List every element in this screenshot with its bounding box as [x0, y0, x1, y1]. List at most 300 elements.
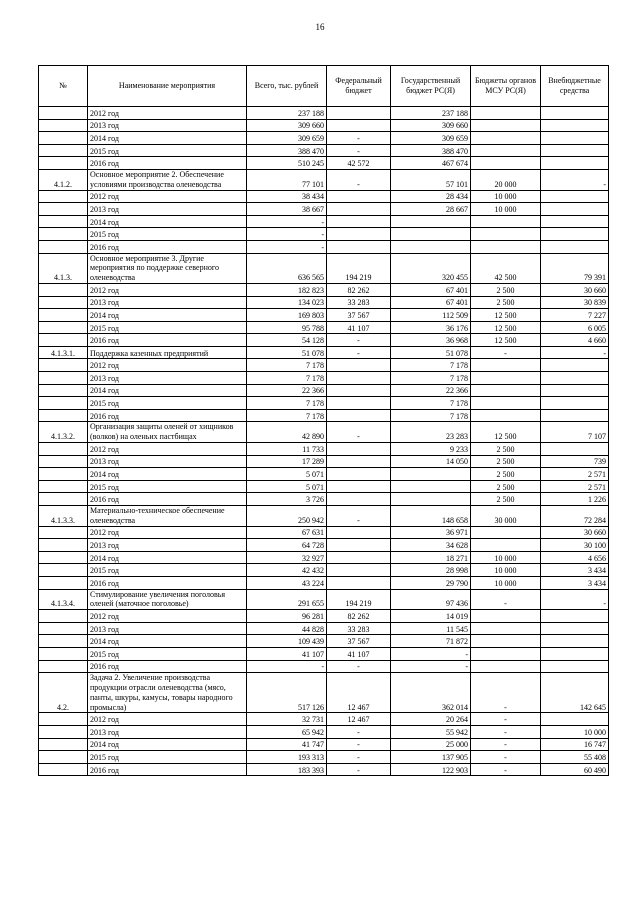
row-number: [39, 610, 88, 623]
row-msu: [471, 647, 541, 660]
row-total: 42 890: [247, 422, 327, 443]
row-extra: 60 490: [541, 763, 609, 776]
row-total: 7 178: [247, 359, 327, 372]
table-row: [39, 763, 609, 776]
table-row: [39, 203, 609, 216]
table-row: [39, 346, 609, 359]
row-number: 4.1.3.3.: [39, 506, 88, 527]
row-name: 2012 год: [88, 190, 247, 203]
table-row: [39, 309, 609, 322]
row-extra: 10 000: [541, 725, 609, 738]
row-number: [39, 296, 88, 309]
row-name: Задача 2. Увеличение производства продукции отрасли оленеводства (мясо, панты, шкуры, камусы, товары народного промысла): [88, 673, 247, 713]
row-number: [39, 157, 88, 170]
row-extra: [541, 144, 609, 157]
row-state: 57 101: [391, 169, 471, 190]
row-number: [39, 409, 88, 422]
table-row: [39, 215, 609, 228]
row-name: 2012 год: [88, 443, 247, 456]
row-number: [39, 107, 88, 120]
row-total: 7 178: [247, 397, 327, 410]
row-msu: [471, 397, 541, 410]
row-state: 148 658: [391, 506, 471, 527]
row-number: [39, 751, 88, 764]
row-msu: [471, 539, 541, 552]
table-row: [39, 713, 609, 726]
row-state: 7 178: [391, 397, 471, 410]
row-number: [39, 309, 88, 322]
row-extra: 4 656: [541, 551, 609, 564]
table-row: [39, 526, 609, 539]
row-msu: -: [471, 763, 541, 776]
row-total: 67 631: [247, 526, 327, 539]
row-name: 2016 год: [88, 493, 247, 506]
row-federal: [327, 576, 391, 589]
row-number: 4.1.3.4.: [39, 589, 88, 610]
header-extra: Внебюджетные средства: [541, 66, 609, 107]
row-state: 11 545: [391, 622, 471, 635]
row-msu: 2 500: [471, 493, 541, 506]
row-number: [39, 480, 88, 493]
row-extra: -: [541, 169, 609, 190]
table-row: [39, 493, 609, 506]
header-federal: Федеральный бюджет: [327, 66, 391, 107]
row-number: [39, 334, 88, 347]
row-name: 2013 год: [88, 455, 247, 468]
row-extra: [541, 203, 609, 216]
row-name: 2015 год: [88, 228, 247, 241]
row-msu: [471, 228, 541, 241]
row-name: 2015 год: [88, 647, 247, 660]
row-msu: [471, 144, 541, 157]
row-federal: -: [327, 751, 391, 764]
row-state: 320 455: [391, 253, 471, 283]
row-number: [39, 660, 88, 673]
row-number: [39, 738, 88, 751]
row-extra: [541, 132, 609, 145]
row-federal: [327, 493, 391, 506]
row-federal: [327, 203, 391, 216]
row-msu: 2 500: [471, 296, 541, 309]
row-federal: -: [327, 169, 391, 190]
row-state: 29 790: [391, 576, 471, 589]
row-total: 17 289: [247, 455, 327, 468]
row-name: Основное мероприятие 2. Обеспечение условиями производства оленеводства: [88, 169, 247, 190]
row-state: 18 271: [391, 551, 471, 564]
row-name: 2014 год: [88, 738, 247, 751]
row-state: 71 872: [391, 635, 471, 648]
table-row: [39, 283, 609, 296]
row-total: 134 023: [247, 296, 327, 309]
row-msu: [471, 660, 541, 673]
row-state: 67 401: [391, 296, 471, 309]
row-federal: [327, 372, 391, 385]
row-state: 122 903: [391, 763, 471, 776]
row-name: 2016 год: [88, 240, 247, 253]
row-federal: -: [327, 346, 391, 359]
row-extra: [541, 240, 609, 253]
row-name: 2016 год: [88, 660, 247, 673]
row-state: 55 942: [391, 725, 471, 738]
row-federal: -: [327, 132, 391, 145]
row-total: 41 747: [247, 738, 327, 751]
table-row: [39, 132, 609, 145]
row-total: 95 788: [247, 321, 327, 334]
row-total: 22 366: [247, 384, 327, 397]
row-number: [39, 622, 88, 635]
row-name: 2014 год: [88, 468, 247, 481]
row-state: [391, 468, 471, 481]
row-extra: [541, 190, 609, 203]
row-number: [39, 359, 88, 372]
row-federal: 82 262: [327, 610, 391, 623]
table-row: [39, 359, 609, 372]
row-number: [39, 132, 88, 145]
table-row: [39, 296, 609, 309]
row-msu: 2 500: [471, 283, 541, 296]
row-federal: [327, 551, 391, 564]
row-total: 32 731: [247, 713, 327, 726]
row-msu: [471, 107, 541, 120]
row-number: [39, 190, 88, 203]
row-name: Стимулирование увеличения поголовья оленей (маточное поголовье): [88, 589, 247, 610]
header-name: Наименование мероприятия: [88, 66, 247, 107]
row-state: 14 019: [391, 610, 471, 623]
row-msu: 42 500: [471, 253, 541, 283]
row-total: 517 126: [247, 673, 327, 713]
table-row: [39, 372, 609, 385]
row-msu: [471, 526, 541, 539]
row-total: 44 828: [247, 622, 327, 635]
table-row: [39, 576, 609, 589]
row-number: [39, 119, 88, 132]
row-federal: 33 283: [327, 622, 391, 635]
row-extra: [541, 397, 609, 410]
row-msu: [471, 635, 541, 648]
row-msu: 10 000: [471, 564, 541, 577]
table-row: [39, 751, 609, 764]
row-extra: [541, 157, 609, 170]
row-state: [391, 240, 471, 253]
row-msu: 12 500: [471, 334, 541, 347]
row-extra: [541, 228, 609, 241]
row-extra: 739: [541, 455, 609, 468]
row-name: 2015 год: [88, 480, 247, 493]
row-extra: 79 391: [541, 253, 609, 283]
table-row: [39, 443, 609, 456]
row-msu: -: [471, 589, 541, 610]
row-extra: 6 005: [541, 321, 609, 334]
row-msu: [471, 157, 541, 170]
row-name: 2013 год: [88, 119, 247, 132]
row-name: 2012 год: [88, 359, 247, 372]
row-number: [39, 468, 88, 481]
row-msu: -: [471, 346, 541, 359]
table-row: [39, 480, 609, 493]
row-msu: [471, 409, 541, 422]
row-name: Материально-техническое обеспечение оленеводства: [88, 506, 247, 527]
row-name: 2015 год: [88, 564, 247, 577]
table-row: [39, 660, 609, 673]
row-total: 183 393: [247, 763, 327, 776]
row-total: 7 178: [247, 372, 327, 385]
row-federal: [327, 539, 391, 552]
row-extra: [541, 384, 609, 397]
row-name: 2014 год: [88, 384, 247, 397]
row-federal: [327, 455, 391, 468]
row-extra: [541, 647, 609, 660]
row-msu: 10 000: [471, 203, 541, 216]
row-federal: [327, 397, 391, 410]
row-msu: 12 500: [471, 321, 541, 334]
row-extra: [541, 215, 609, 228]
row-name: 2013 год: [88, 622, 247, 635]
row-msu: 10 000: [471, 551, 541, 564]
row-number: [39, 215, 88, 228]
row-total: 54 128: [247, 334, 327, 347]
row-msu: [471, 240, 541, 253]
row-number: [39, 635, 88, 648]
row-extra: [541, 713, 609, 726]
table-row: [39, 647, 609, 660]
row-number: 4.1.3.: [39, 253, 88, 283]
row-federal: 82 262: [327, 283, 391, 296]
row-state: -: [391, 660, 471, 673]
table-row: [39, 455, 609, 468]
row-federal: [327, 443, 391, 456]
row-name: 2016 год: [88, 157, 247, 170]
row-extra: [541, 107, 609, 120]
row-state: 28 998: [391, 564, 471, 577]
row-state: 28 434: [391, 190, 471, 203]
table-row: [39, 673, 609, 713]
row-state: [391, 493, 471, 506]
header-total: Всего, тыс. рублей: [247, 66, 327, 107]
row-federal: -: [327, 506, 391, 527]
row-msu: -: [471, 713, 541, 726]
row-state: [391, 228, 471, 241]
row-state: 25 000: [391, 738, 471, 751]
row-total: 64 728: [247, 539, 327, 552]
row-number: [39, 384, 88, 397]
row-number: [39, 283, 88, 296]
row-name: 2012 год: [88, 610, 247, 623]
table-row: [39, 635, 609, 648]
row-name: 2012 год: [88, 283, 247, 296]
row-msu: -: [471, 725, 541, 738]
row-msu: 2 500: [471, 443, 541, 456]
row-total: 636 565: [247, 253, 327, 283]
table-row: [39, 190, 609, 203]
row-name: 2016 год: [88, 763, 247, 776]
row-state: 20 264: [391, 713, 471, 726]
row-name: 2015 год: [88, 144, 247, 157]
row-number: [39, 372, 88, 385]
row-federal: -: [327, 334, 391, 347]
row-extra: [541, 660, 609, 673]
row-extra: [541, 622, 609, 635]
row-federal: -: [327, 763, 391, 776]
table-row: [39, 610, 609, 623]
row-federal: -: [327, 144, 391, 157]
row-number: [39, 564, 88, 577]
table-row: [39, 539, 609, 552]
row-msu: 12 500: [471, 422, 541, 443]
table-row: [39, 253, 609, 283]
table-row: [39, 468, 609, 481]
row-extra: [541, 119, 609, 132]
row-total: 510 245: [247, 157, 327, 170]
row-total: 237 188: [247, 107, 327, 120]
row-total: 250 942: [247, 506, 327, 527]
row-total: 291 655: [247, 589, 327, 610]
table-row: [39, 725, 609, 738]
row-extra: 72 284: [541, 506, 609, 527]
table-row: [39, 564, 609, 577]
row-name: 2016 год: [88, 334, 247, 347]
row-state: 28 667: [391, 203, 471, 216]
table-row: [39, 169, 609, 190]
row-total: -: [247, 240, 327, 253]
row-federal: [327, 480, 391, 493]
row-federal: 194 219: [327, 253, 391, 283]
row-state: 388 470: [391, 144, 471, 157]
row-federal: 194 219: [327, 589, 391, 610]
row-extra: [541, 443, 609, 456]
row-extra: 30 660: [541, 283, 609, 296]
table-row: [39, 157, 609, 170]
row-name: 2015 год: [88, 397, 247, 410]
row-federal: 12 467: [327, 713, 391, 726]
row-msu: 10 000: [471, 576, 541, 589]
row-number: [39, 576, 88, 589]
row-msu: -: [471, 751, 541, 764]
row-state: 7 178: [391, 359, 471, 372]
row-total: 169 803: [247, 309, 327, 322]
row-total: 38 667: [247, 203, 327, 216]
row-state: 97 436: [391, 589, 471, 610]
row-federal: [327, 359, 391, 372]
table-row: [39, 506, 609, 527]
row-name: 2012 год: [88, 526, 247, 539]
row-name: 2016 год: [88, 576, 247, 589]
row-state: [391, 480, 471, 493]
table-header-row: [39, 66, 609, 107]
row-number: [39, 144, 88, 157]
row-federal: [327, 228, 391, 241]
table-row: [39, 321, 609, 334]
row-total: 77 101: [247, 169, 327, 190]
row-federal: [327, 119, 391, 132]
row-extra: 2 571: [541, 468, 609, 481]
row-total: 96 281: [247, 610, 327, 623]
row-state: 112 509: [391, 309, 471, 322]
row-total: 42 432: [247, 564, 327, 577]
row-state: 51 078: [391, 346, 471, 359]
row-total: 193 313: [247, 751, 327, 764]
row-msu: 20 000: [471, 169, 541, 190]
row-state: 36 971: [391, 526, 471, 539]
row-total: 7 178: [247, 409, 327, 422]
row-name: 2014 год: [88, 215, 247, 228]
row-name: 2012 год: [88, 713, 247, 726]
row-msu: [471, 119, 541, 132]
row-total: -: [247, 215, 327, 228]
row-msu: -: [471, 673, 541, 713]
page-number: 16: [315, 22, 325, 32]
row-name: Основное мероприятие 3. Другие мероприятия по поддержке северного оленеводства: [88, 253, 247, 283]
row-msu: 10 000: [471, 190, 541, 203]
row-extra: [541, 372, 609, 385]
table-row: [39, 107, 609, 120]
row-federal: 37 567: [327, 635, 391, 648]
row-total: 38 434: [247, 190, 327, 203]
table-row: [39, 119, 609, 132]
row-federal: 41 107: [327, 647, 391, 660]
row-number: [39, 647, 88, 660]
row-total: 43 224: [247, 576, 327, 589]
row-msu: 12 500: [471, 309, 541, 322]
row-msu: -: [471, 738, 541, 751]
row-total: 41 107: [247, 647, 327, 660]
row-total: 3 726: [247, 493, 327, 506]
row-total: -: [247, 228, 327, 241]
row-name: 2016 год: [88, 409, 247, 422]
row-extra: 3 434: [541, 564, 609, 577]
row-msu: [471, 384, 541, 397]
header-state: Государственный бюджет РС(Я): [391, 66, 471, 107]
row-msu: 2 500: [471, 455, 541, 468]
row-federal: 42 572: [327, 157, 391, 170]
row-msu: 30 000: [471, 506, 541, 527]
row-number: 4.2.: [39, 673, 88, 713]
row-state: 34 628: [391, 539, 471, 552]
row-name: 2012 год: [88, 107, 247, 120]
table-row: [39, 334, 609, 347]
row-federal: [327, 384, 391, 397]
row-number: [39, 725, 88, 738]
row-number: [39, 203, 88, 216]
row-total: 32 927: [247, 551, 327, 564]
row-name: 2013 год: [88, 203, 247, 216]
row-federal: [327, 107, 391, 120]
row-state: 309 660: [391, 119, 471, 132]
table-row: [39, 551, 609, 564]
row-extra: 2 571: [541, 480, 609, 493]
row-federal: [327, 409, 391, 422]
row-extra: 30 660: [541, 526, 609, 539]
table-row: [39, 228, 609, 241]
row-total: 182 823: [247, 283, 327, 296]
row-name: 2013 год: [88, 539, 247, 552]
row-number: [39, 443, 88, 456]
row-federal: [327, 215, 391, 228]
table-row: [39, 144, 609, 157]
row-federal: -: [327, 660, 391, 673]
row-extra: 3 434: [541, 576, 609, 589]
row-name: 2014 год: [88, 551, 247, 564]
row-extra: 30 100: [541, 539, 609, 552]
row-total: 65 942: [247, 725, 327, 738]
row-number: 4.1.3.1.: [39, 346, 88, 359]
row-name: 2015 год: [88, 321, 247, 334]
row-number: [39, 493, 88, 506]
row-federal: -: [327, 725, 391, 738]
row-name: 2014 год: [88, 132, 247, 145]
row-extra: [541, 635, 609, 648]
row-extra: 30 839: [541, 296, 609, 309]
row-extra: [541, 610, 609, 623]
